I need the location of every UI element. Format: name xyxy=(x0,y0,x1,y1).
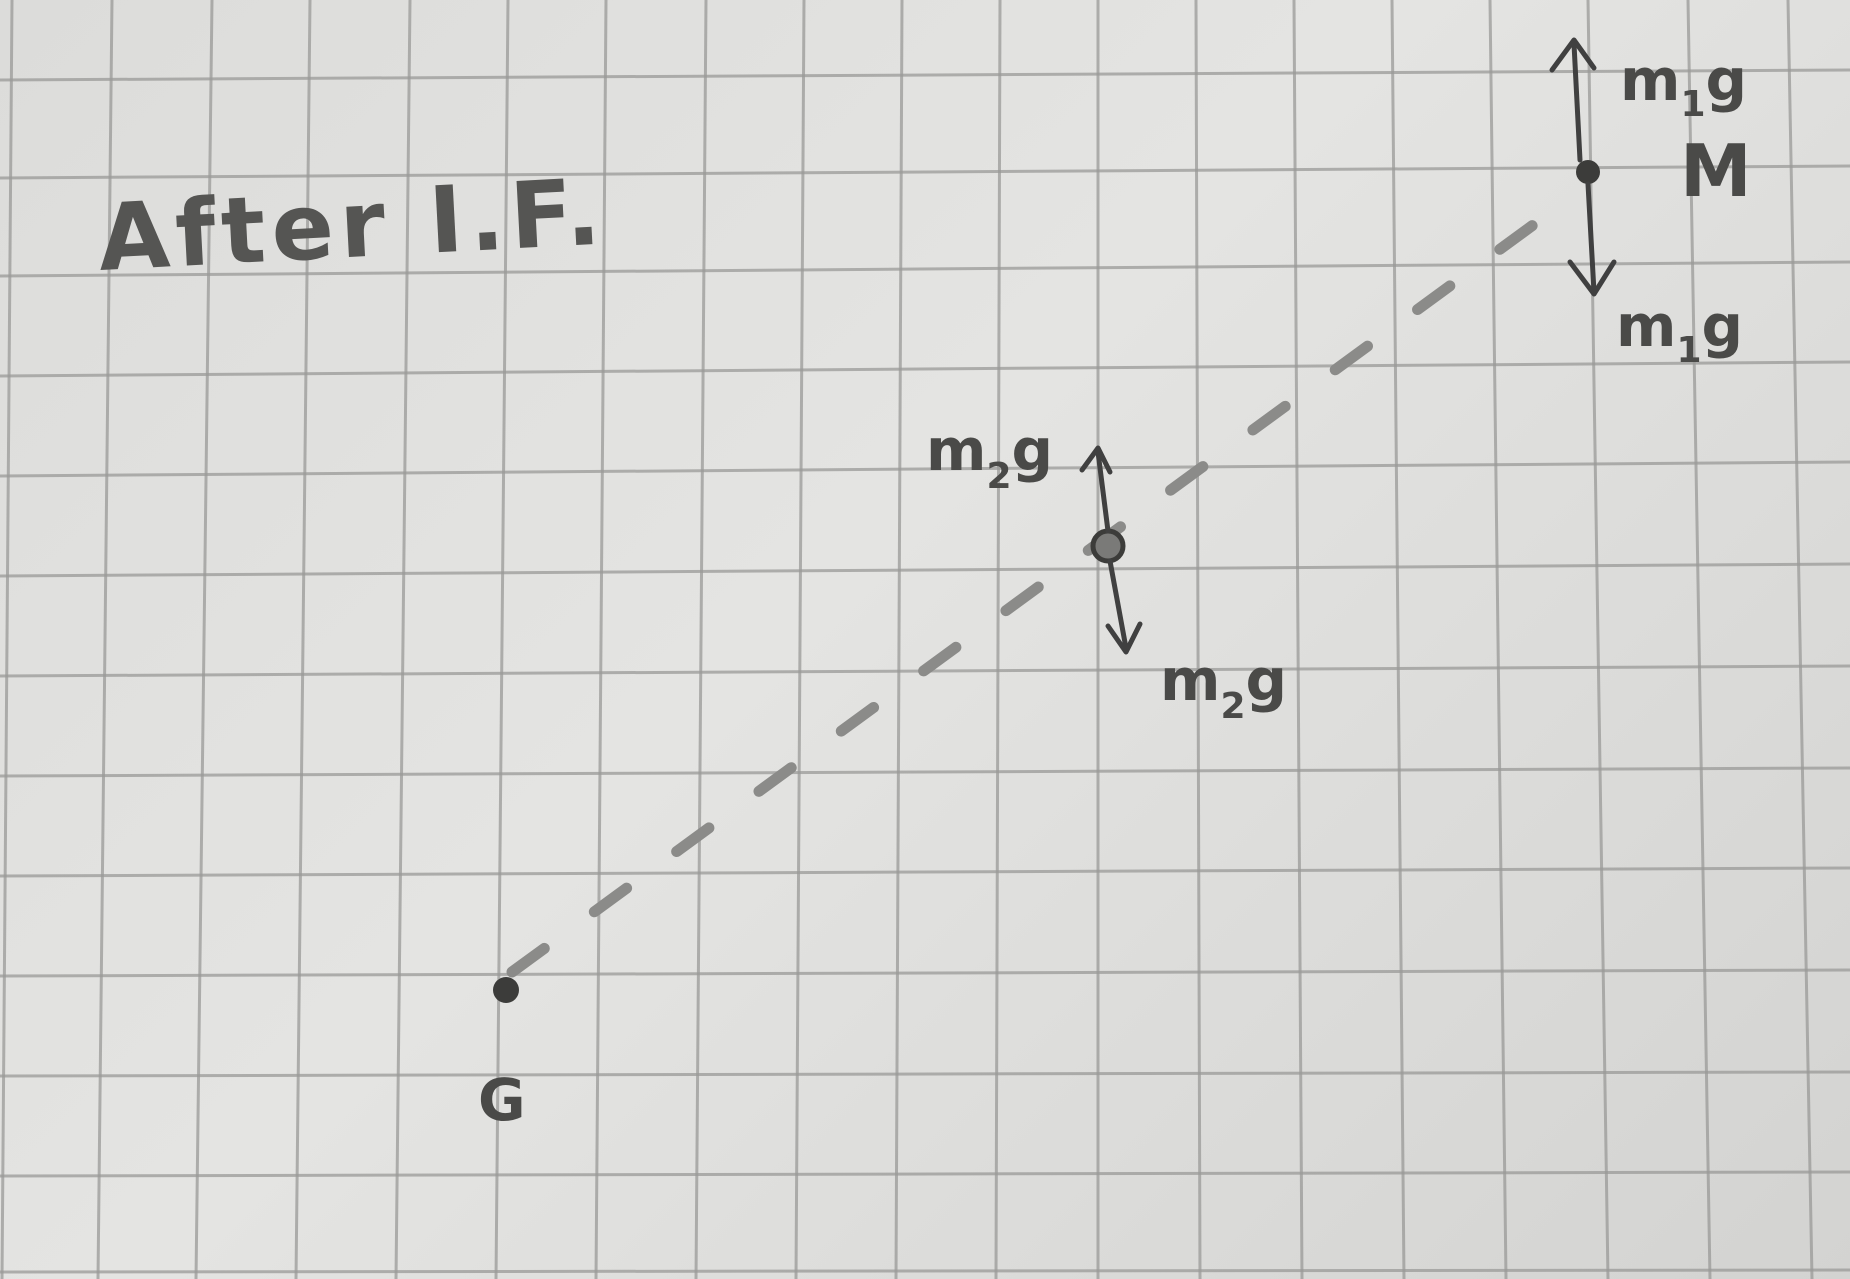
svg-text:m2g xyxy=(926,416,1053,497)
middle-mass-up-force-label xyxy=(926,416,1053,497)
label-g: g xyxy=(1701,292,1744,360)
svg-text:m2g xyxy=(1160,646,1287,727)
middle-mass-down-force-label xyxy=(1160,646,1287,727)
pivot-point xyxy=(493,977,519,1003)
end-mass-label: M xyxy=(1680,129,1752,213)
end-mass-down-force-label xyxy=(1616,292,1743,371)
middle-mass-point xyxy=(1093,531,1123,561)
label-g: g xyxy=(1245,646,1288,714)
pivot-label: G xyxy=(478,1066,526,1134)
label-subscript: 2 xyxy=(986,456,1012,497)
label-subscript: 1 xyxy=(1680,84,1706,125)
middle-mass-down-arrow xyxy=(1108,561,1140,652)
end-mass-up-force-label xyxy=(1620,46,1747,125)
label-g: g xyxy=(1011,416,1054,484)
label-m: m xyxy=(1620,46,1681,114)
label-m: m xyxy=(1616,292,1677,360)
end-mass-up-arrow xyxy=(1552,40,1594,160)
label-g: g xyxy=(1705,46,1748,114)
label-m: m xyxy=(1160,646,1221,714)
svg-text:m1g xyxy=(1620,46,1747,125)
svg-text:m1g xyxy=(1616,292,1743,371)
end-mass-point xyxy=(1576,160,1600,184)
dashed-rod xyxy=(512,198,1570,972)
label-subscript: 2 xyxy=(1220,686,1246,727)
label-m: m xyxy=(926,416,987,484)
diagram-title: After I.F. xyxy=(95,158,609,292)
middle-mass-up-arrow xyxy=(1082,448,1110,531)
label-subscript: 1 xyxy=(1676,330,1702,371)
